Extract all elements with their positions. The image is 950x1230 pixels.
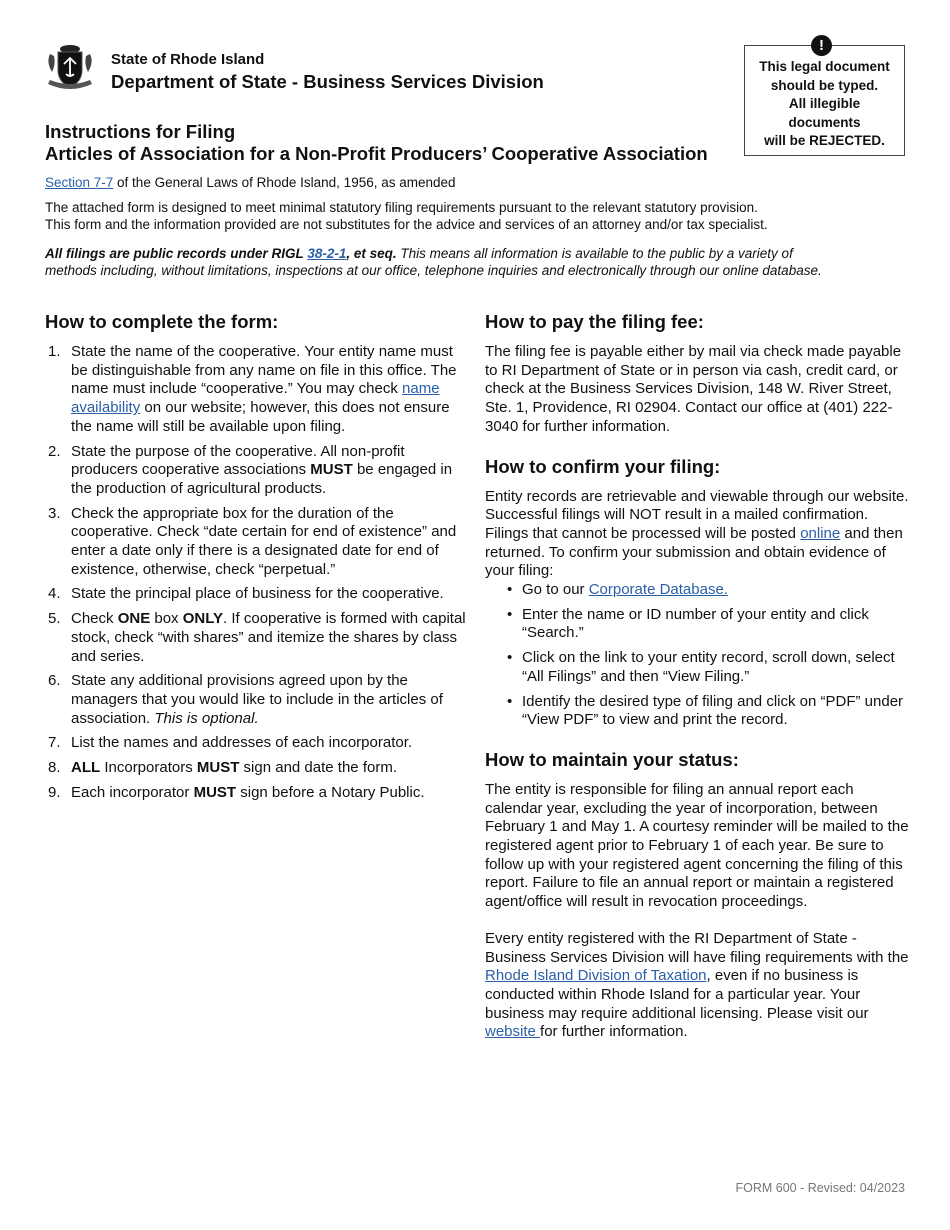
exclamation-icon: !: [811, 35, 832, 56]
warning-line: All illegible: [788, 96, 861, 111]
website-link[interactable]: website: [485, 1023, 541, 1041]
right-column: [485, 311, 910, 1042]
disclaimer-line1: The attached form is designed to meet minimal statutory filing requirements pursuant to the relevant statutory provision.: [45, 200, 758, 215]
rigl-link[interactable]: 38-2-1: [307, 246, 347, 261]
list-item: 7. List the names and addresses of each incorporator.: [48, 734, 413, 752]
list-item: • Identify the desired type of filing and click on “PDF” under “View PDF” to view and print the record.: [507, 692, 904, 729]
warning-box: [744, 45, 905, 156]
confirm-filing-heading: How to confirm your filing:: [485, 455, 721, 477]
warning-line: This legal document: [759, 59, 890, 74]
list-item: 3. Check the appropriate box for the duration of the cooperative. Check “date certain for end of existence” and enter a date only if there is a designated date for end of existence, otherwise, check “perpetual.”: [48, 504, 457, 578]
department-name: Department of State - Business Services Division: [111, 71, 544, 92]
disclaimer: [45, 199, 845, 233]
warning-line: will be REJECTED.: [764, 133, 885, 148]
list-item: 4. State the principal place of business for the cooperative.: [48, 585, 444, 603]
list-item: • Enter the name or ID number of your entity and click “Search.”: [507, 605, 869, 642]
maintain-status-text: The entity is responsible for filing an annual report each calendar year, excluding the year of incorporation, between February 1 and May 1. A courtesy reminder will be mailed to the registered agent prior to February 1 of each year. Be sure to follow up with your registered agent concerning the filing of this report. Failure to file an annual report or maintain a registered agent/office will result in revocation proceedings.: [485, 780, 909, 911]
page-title-line1: Instructions for Filing: [45, 121, 236, 142]
page-title-line2: Articles of Association for a Non-Profit Producers’ Cooperative Association: [45, 143, 708, 164]
pay-fee-heading: How to pay the filing fee:: [485, 311, 704, 332]
corporate-database-link[interactable]: Corporate Database.: [588, 581, 728, 599]
warning-line: should be typed.: [770, 77, 879, 93]
complete-form-heading: How to complete the form:: [45, 311, 279, 332]
list-item: 1. State the name of the cooperative. Your entity name must be distinguishable from any name on file in this office. The name must include “cooperative.” You may check name availability on our website; however, this does not ensure the name will still be available upon filing.: [48, 343, 457, 435]
list-item: 2. State the purpose of the cooperative. All non-profit producers cooperative associations MUST be engaged in the production of agricultural products.: [48, 442, 453, 497]
maintain-status-heading: How to maintain your status:: [485, 748, 739, 770]
state-name: State of Rhode Island: [111, 51, 265, 68]
statute-reference: [45, 175, 456, 190]
list-item: 8. ALL Incorporators MUST sign and date the form.: [48, 759, 397, 777]
list-item: 9. Each incorporator MUST sign before a Notary Public.: [48, 783, 425, 801]
warning-line: documents: [788, 114, 861, 130]
state-seal-logo: [44, 42, 96, 92]
public-records-notice: [45, 245, 835, 279]
complete-form-section: [45, 311, 470, 808]
statute-link[interactable]: Section 7-7: [45, 175, 114, 190]
list-item: • Go to our Corporate Database.: [507, 581, 728, 599]
confirm-filing-text: Entity records are retrievable and viewable through our website. Successful filings will NOT result in a mailed confirmation. Filings that cannot be processed will be posted online and then returned. To confirm your submission and obtain evidence of your filing:: [485, 487, 909, 580]
list-item: • Click on the link to your entity record, scroll down, select “All Filings” and then “View Filing.”: [507, 649, 895, 685]
pay-fee-text: The filing fee is payable either by mail via check made payable to RI Department of State or in person via cash, credit card, or check at the Business Services Division, 148 W. River Street, Ste. 1, Providence, RI 02904. Contact our office at (401) 222-3040 for further information.: [485, 343, 902, 435]
taxation-link[interactable]: Rhode Island Division of Taxation: [485, 967, 707, 985]
form-footer: FORM 600 - Revised: 04/2023: [735, 1181, 905, 1195]
statute-text: of the General Laws of Rhode Island, 1956, as amended: [113, 175, 456, 190]
public-records-bold-suffix: , et seq.: [346, 246, 397, 261]
list-item: 6. State any additional provisions agreed upon by the managers that you would like to include in the articles of association. This is optional.: [48, 672, 443, 727]
public-records-text: This means all information is available to the public by a variety of methods including, without limitations, inspections at our office, telephone inquiries and electronically through our online database.: [45, 246, 822, 278]
taxation-text: Every entity registered with the RI Department of State - Business Services Division will have filing requirements with the Rhode Island Division of Taxation, even if no business is conducted within Rhode Island for a particular year. Your business may require additional licensing. Please visit our website for further information.: [485, 929, 909, 1041]
list-item: 5. Check ONE box ONLY. If cooperative is formed with capital stock, check “with shares” and itemize the shares by class and series.: [48, 610, 466, 665]
disclaimer-line2: This form and the information provided are not substitutes for the advice and services of an attorney and/or tax specialist.: [45, 217, 768, 232]
online-link[interactable]: online: [800, 524, 841, 542]
name-availability-link[interactable]: name availability: [71, 380, 440, 417]
public-records-bold: All filings are public records under RIGL: [45, 246, 308, 261]
